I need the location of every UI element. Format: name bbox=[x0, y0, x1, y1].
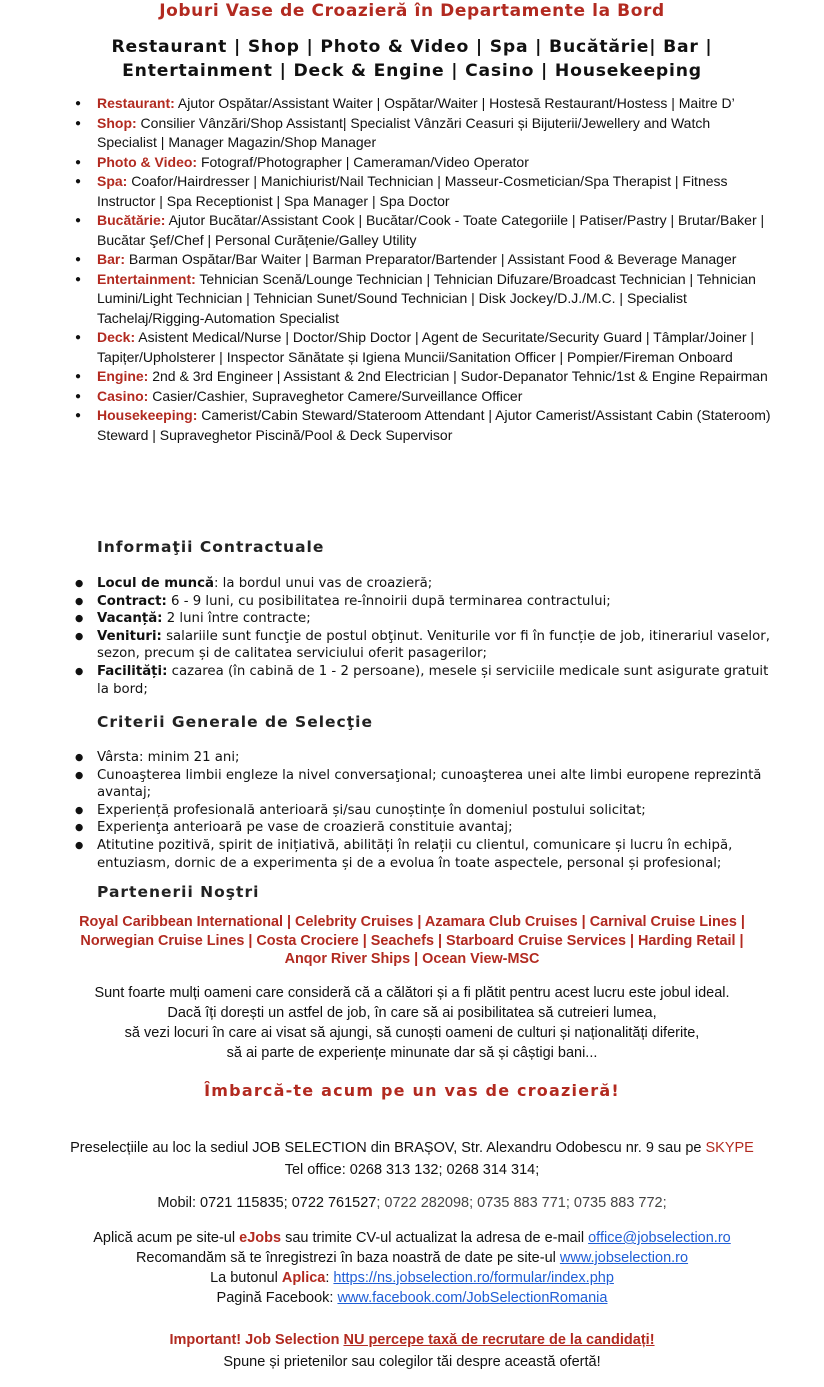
no-fee-notice: NU percepe taxă de recrutare de la candidați! bbox=[343, 1332, 655, 1348]
skype-label: SKYPE bbox=[705, 1140, 754, 1156]
recommend-text: Recomandăm să te înregistrezi în baza noastră de date pe site-ul bbox=[135, 1250, 560, 1266]
list-item: ● Cunoaşterea limbii engleze la nivel conversaţional; cunoaşterea unei alte limbi europene reprezintă avantaj; bbox=[72, 767, 772, 802]
department-label: Restaurant: bbox=[97, 95, 175, 111]
apply-button-line bbox=[0, 1268, 824, 1288]
list-item bbox=[72, 406, 772, 445]
item-label: Locul de muncă bbox=[97, 576, 214, 591]
list-item bbox=[72, 250, 772, 270]
partners-line: Anqor River Ships | Ocean View-MSC bbox=[284, 951, 540, 967]
important-line bbox=[0, 1330, 824, 1350]
item-label: Facilități: bbox=[97, 663, 168, 679]
item-label: Vacanță: bbox=[97, 611, 163, 627]
email-link[interactable]: office@jobselection.ro bbox=[588, 1230, 731, 1246]
tel-office: Tel office: 0268 313 132; 0268 314 314; bbox=[284, 1162, 540, 1178]
department-label: Casino: bbox=[97, 387, 149, 404]
list-item bbox=[72, 575, 772, 593]
list-item: ● Vârsta: minim 21 ani; bbox=[72, 749, 772, 767]
call-to-action: Îmbarcă-te acum pe un vas de croazieră! bbox=[204, 1081, 620, 1100]
mobile-primary: Mobil: 0721 115835; 0722 761527 bbox=[157, 1195, 377, 1211]
department-label: Entertainment: bbox=[97, 270, 196, 287]
list-item bbox=[72, 211, 772, 250]
subtitle-line-2: Entertainment | Deck & Engine | Casino | Housekeeping bbox=[122, 61, 702, 81]
list-item bbox=[72, 387, 772, 407]
item-text: : la bordul unui vas de croazieră; bbox=[213, 576, 433, 591]
criteria-list bbox=[72, 749, 772, 872]
list-item: ● Experiență profesională anterioară și/sau cunoștințe în domeniul postului solicitat; bbox=[72, 802, 772, 820]
department-jobs: Tehnician Scenă/Lounge Technician | Tehnician Difuzare/Broadcast Technician | Tehnician Lumini/Light Technician | Tehnician Sunet/Sound Technician | Disk Jockey/D.J./M.C. | Specialist Tachelaj/Rigging-Automation Specialist bbox=[97, 270, 756, 326]
pitch-line: Sunt foarte mulți oameni care consideră că a călători și a fi plătit pentru acest lucru este jobul ideal. bbox=[94, 985, 730, 1001]
department-label: Deck: bbox=[97, 329, 136, 345]
preselection-text: Preselecțiile au loc la sediul JOB SELECTION din BRAȘOV, Str. Alexandru Odobescu nr. 9 sau pe bbox=[70, 1140, 706, 1156]
department-jobs: Consilier Vânzări/Shop Assistant| Specialist Vânzări Ceasuri și Bijuterii/Jewellery and Watch Specialist | Manager Magazin/Shop Manager bbox=[97, 114, 711, 150]
department-label: Housekeeping: bbox=[97, 407, 198, 423]
list-item bbox=[72, 593, 772, 611]
website-link[interactable]: www.jobselection.ro bbox=[559, 1250, 689, 1266]
department-label: Photo & Video: bbox=[97, 153, 198, 170]
departments-subtitle bbox=[0, 35, 824, 83]
pitch-line: să vezi locuri în care ai visat să ajungi, să cunoști oameni de culturi și naționalități diferite, bbox=[124, 1025, 700, 1041]
facebook-text: Pagină Facebook: bbox=[216, 1290, 338, 1306]
list-item bbox=[72, 114, 772, 153]
list-item bbox=[72, 153, 772, 173]
partners-line: Norwegian Cruise Lines | Costa Crociere | Seachefs | Starboard Cruise Services | Harding Retail | bbox=[80, 932, 744, 949]
apply-text-2: sau trimite CV-ul actualizat la adresa de e-mail bbox=[281, 1230, 589, 1246]
facebook-link[interactable]: www.facebook.com/JobSelectionRomania bbox=[337, 1290, 608, 1306]
partners-list bbox=[60, 913, 764, 969]
item-text: cazarea (în cabină de 1 - 2 persoane), mesele și serviciile medicale sunt asigurate gratuit la bord; bbox=[97, 663, 769, 697]
department-jobs: Barman Ospătar/Bar Waiter | Barman Preparator/Bartender | Assistant Food & Beverage Manager bbox=[125, 251, 737, 267]
item-text: 6 - 9 luni, cu posibilitatea re-înnoirii după terminarea contractului; bbox=[166, 593, 611, 609]
mobile-line bbox=[0, 1193, 824, 1213]
list-item bbox=[72, 663, 772, 698]
criteria-heading: Criterii Generale de Selecţie bbox=[97, 713, 373, 731]
contract-list bbox=[72, 575, 772, 698]
facebook-line bbox=[0, 1288, 824, 1308]
department-jobs: Fotograf/Photographer | Cameraman/Video Operator bbox=[197, 153, 529, 170]
list-item: ● Experienţa anterioară pe vase de croazieră constituie avantaj; bbox=[72, 819, 772, 837]
pitch-line: Dacă îți dorești un astfel de job, în care să ai posibilitatea să cutreieri lumea, bbox=[167, 1005, 657, 1021]
apply-text: Aplică acum pe site-ul bbox=[93, 1230, 240, 1246]
item-label: Contract: bbox=[97, 593, 167, 609]
department-jobs: Coafor/Hairdresser | Manichiurist/Nail Technician | Masseur-Cosmetician/Spa Therapist | Fitness Instructor | Spa Receptionist | Spa Manager | Spa Doctor bbox=[97, 173, 728, 209]
mobile-secondary: ; 0722 282098; 0735 883 771; 0735 883 772; bbox=[376, 1195, 667, 1211]
subtitle-line-1: Restaurant | Shop | Photo & Video | Spa | Bucătărie| Bar | bbox=[111, 37, 713, 57]
department-jobs: 2nd & 3rd Engineer | Assistant & 2nd Electrician | Sudor-Depanator Tehnic/1st & Engine Repairman bbox=[148, 368, 768, 384]
department-label: Shop: bbox=[97, 114, 137, 131]
department-jobs: Ajutor Bucătar/Assistant Cook | Bucătar/Cook - Toate Categoriile | Patiser/Pastry | Brutar/Baker | Bucătar Şef/Chef | Personal Curățenie/Galley Utility bbox=[97, 212, 765, 248]
department-label: Spa: bbox=[97, 173, 128, 189]
department-jobs: Camerist/Cabin Steward/Stateroom Attendant | Ajutor Camerist/Assistant Cabin (Stateroom) Steward | Supraveghetor Piscină/Pool & Deck Supervisor bbox=[97, 407, 771, 443]
form-link[interactable]: https://ns.jobselection.ro/formular/index.php bbox=[333, 1270, 614, 1286]
list-item bbox=[72, 172, 772, 211]
colon: : bbox=[325, 1270, 334, 1286]
partners-heading: Partenerii Noştri bbox=[97, 883, 260, 901]
department-jobs: Ajutor Ospătar/Assistant Waiter | Ospătar/Waiter | Hostesă Restaurant/Hostess | Maitre D’ bbox=[174, 95, 735, 111]
list-item bbox=[72, 628, 772, 663]
preselection-line bbox=[0, 1138, 824, 1158]
important-text: Important! Job Selection bbox=[169, 1332, 344, 1348]
list-item bbox=[72, 270, 772, 329]
item-text: salariile sunt funcţie de postul obţinut. Veniturile vor fi în funcție de job, itinerariul vaselor, sezon, precum și de calitatea serviciului oferit pasagerilor; bbox=[97, 628, 770, 662]
list-item bbox=[72, 367, 772, 387]
department-jobs: Asistent Medical/Nurse | Doctor/Ship Doctor | Agent de Securitate/Security Guard | Tâmplar/Joiner | Tapițer/Upholsterer | Inspector Sănătate și Igiena Muncii/Sanitation Officer | Pompier/Fireman Onboard bbox=[97, 329, 755, 365]
departments-list bbox=[72, 94, 772, 445]
department-label: Engine: bbox=[97, 368, 149, 384]
list-item bbox=[72, 328, 772, 367]
list-item bbox=[72, 94, 772, 114]
contract-heading: Informaţii Contractuale bbox=[97, 538, 325, 556]
share-line: Spune și prietenilor sau colegilor tăi despre această ofertă! bbox=[223, 1354, 601, 1370]
department-jobs: Casier/Cashier, Supraveghetor Camere/Surveillance Officer bbox=[148, 387, 523, 404]
ejobs-link[interactable]: eJobs bbox=[239, 1230, 282, 1246]
page-title: Joburi Vase de Croazieră în Departamente la Bord bbox=[159, 1, 665, 21]
list-item bbox=[72, 610, 772, 628]
aplica-label: Aplica bbox=[281, 1270, 326, 1286]
department-label: Bar: bbox=[97, 251, 126, 267]
department-label: Bucătărie: bbox=[97, 212, 166, 228]
list-item: ● Atitutine pozitivă, spirit de inițiativă, abilități în relații cu clientul, comunicare și lucru în echipă, entuziasm, dornic de a experimenta și de a evolua în toate aspectele, personal și profesional; bbox=[72, 837, 772, 872]
apply-line bbox=[0, 1228, 824, 1248]
pitch-paragraph bbox=[60, 983, 764, 1063]
item-text: 2 luni între contracte; bbox=[162, 611, 311, 627]
button-text: La butonul bbox=[210, 1270, 282, 1286]
partners-line: Royal Caribbean International | Celebrity Cruises | Azamara Club Cruises | Carnival Cruise Lines | bbox=[79, 914, 745, 930]
pitch-line: să ai parte de experiențe minunate dar să și câștigi bani... bbox=[226, 1045, 598, 1061]
item-label: Venituri: bbox=[97, 628, 162, 644]
recommend-line bbox=[0, 1248, 824, 1268]
